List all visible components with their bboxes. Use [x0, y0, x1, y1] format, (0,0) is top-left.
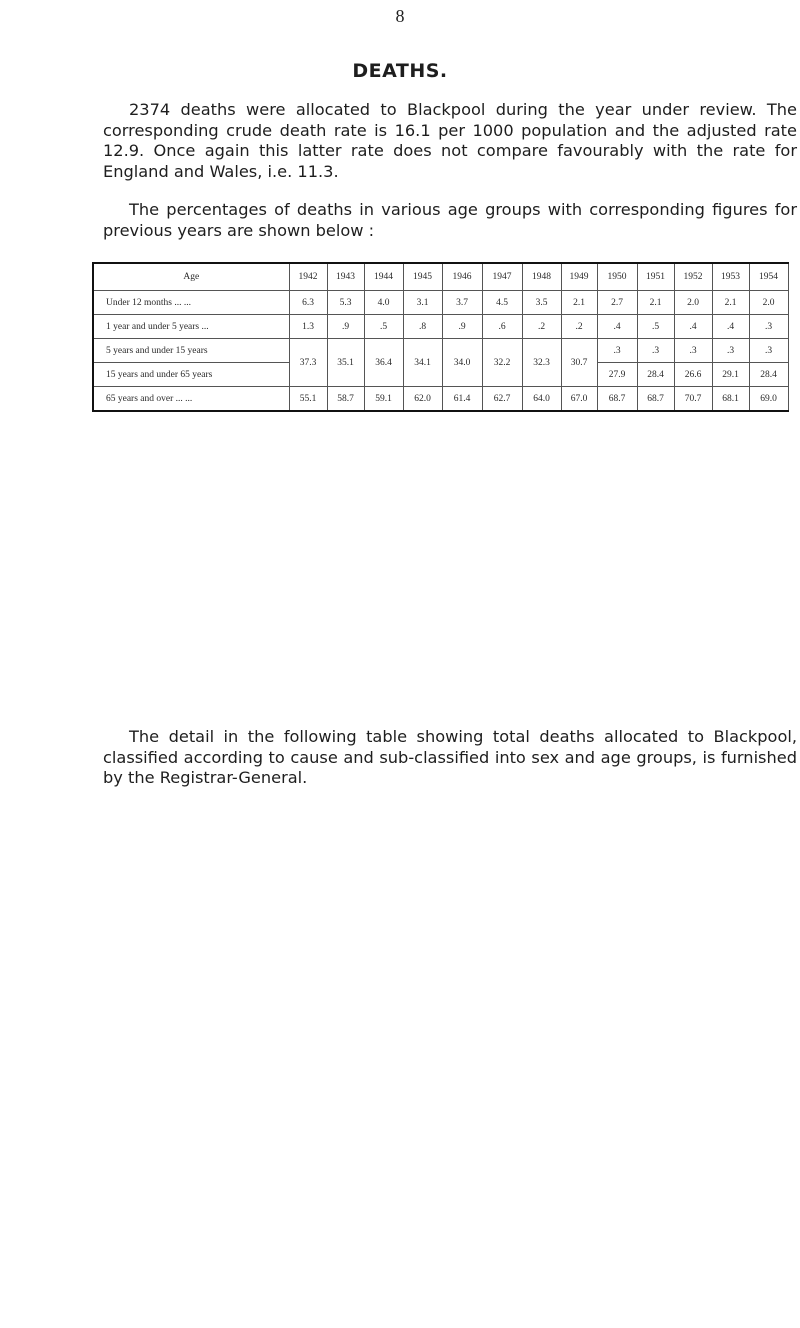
table-row: [93, 387, 788, 412]
merged-cell: 32.2: [482, 339, 522, 387]
table-row: [93, 291, 788, 315]
header-year: 1949: [561, 263, 597, 291]
table-cell: .3: [749, 315, 788, 339]
table-cell: 28.4: [637, 363, 674, 387]
table-cell: 4.5: [482, 291, 522, 315]
table-cell: 61.4: [442, 387, 482, 412]
detail-paragraph: The detail in the following table showing total deaths allocated to Blackpool, classified according to cause and sub-classified into sex and age groups, is furnished by the Registrar-General.: [103, 727, 797, 787]
row-label: Under 12 months ... ...: [93, 291, 289, 315]
table-cell: 67.0: [561, 387, 597, 412]
header-year: 1954: [749, 263, 788, 291]
table-cell: 59.1: [364, 387, 403, 412]
header-year: 1952: [674, 263, 712, 291]
table-cell: .4: [712, 315, 749, 339]
table-cell: 3.7: [442, 291, 482, 315]
merged-cell: 34.0: [442, 339, 482, 387]
age-groups-paragraph: The percentages of deaths in various age groups with corresponding figures for previous years are shown below :: [103, 200, 797, 240]
header-year: 1951: [637, 263, 674, 291]
intro-paragraph: 2374 deaths were allocated to Blackpool during the year under review. The corresponding crude death rate is 16.1 per 1000 population and the adjusted rate 12.9. Once again this latter rate does not compare favourably with the rate for England and Wales, i.e. 11.3.: [103, 100, 797, 181]
table-cell: 68.1: [712, 387, 749, 412]
header-year: 1945: [403, 263, 442, 291]
header-year: 1950: [597, 263, 637, 291]
table-cell: .2: [561, 315, 597, 339]
table-cell: 58.7: [327, 387, 364, 412]
table-cell: .4: [597, 315, 637, 339]
table-cell: .3: [637, 339, 674, 363]
merged-cell: 32.3: [522, 339, 561, 387]
table-cell: 68.7: [637, 387, 674, 412]
row-label: 15 years and under 65 years: [93, 363, 289, 387]
table-cell: 26.6: [674, 363, 712, 387]
table-cell: 2.1: [561, 291, 597, 315]
table-cell: .4: [674, 315, 712, 339]
table-cell: 29.1: [712, 363, 749, 387]
table-cell: .5: [364, 315, 403, 339]
table-cell: .3: [597, 339, 637, 363]
merged-cell: 34.1: [403, 339, 442, 387]
merged-cell: 37.3: [289, 339, 327, 387]
table-cell: .9: [442, 315, 482, 339]
table-cell: 3.1: [403, 291, 442, 315]
table-cell: 70.7: [674, 387, 712, 412]
table-cell: .2: [522, 315, 561, 339]
table-row: [93, 315, 788, 339]
table-cell: 64.0: [522, 387, 561, 412]
table-cell: 28.4: [749, 363, 788, 387]
table-cell: 2.7: [597, 291, 637, 315]
table-cell: 4.0: [364, 291, 403, 315]
table-header-row: [93, 263, 788, 291]
merged-cell: 36.4: [364, 339, 403, 387]
table-cell: 62.7: [482, 387, 522, 412]
table-cell: 69.0: [749, 387, 788, 412]
table-cell: 2.0: [674, 291, 712, 315]
age-group-deaths-table: [92, 262, 789, 412]
header-year: 1944: [364, 263, 403, 291]
table-cell: 3.5: [522, 291, 561, 315]
table-cell: .9: [327, 315, 364, 339]
row-label: 65 years and over ... ...: [93, 387, 289, 412]
page-number: 8: [395, 6, 405, 26]
table-cell: .8: [403, 315, 442, 339]
table-cell: .5: [637, 315, 674, 339]
table-cell: .3: [712, 339, 749, 363]
header-year: 1943: [327, 263, 364, 291]
merged-cell: 30.7: [561, 339, 597, 387]
table-cell: 1.3: [289, 315, 327, 339]
table-cell: 62.0: [403, 387, 442, 412]
row-label: 1 year and under 5 years ...: [93, 315, 289, 339]
table-cell: .3: [674, 339, 712, 363]
header-year: 1948: [522, 263, 561, 291]
table-cell: 2.1: [637, 291, 674, 315]
table-cell: 2.0: [749, 291, 788, 315]
header-year: 1942: [289, 263, 327, 291]
table-cell: 2.1: [712, 291, 749, 315]
table-cell: 27.9: [597, 363, 637, 387]
table-cell: .6: [482, 315, 522, 339]
row-label: 5 years and under 15 years: [93, 339, 289, 363]
header-year: 1946: [442, 263, 482, 291]
table-cell: .3: [749, 339, 788, 363]
table-cell: 68.7: [597, 387, 637, 412]
merged-cell: 35.1: [327, 339, 364, 387]
header-year: 1947: [482, 263, 522, 291]
table-cell: 5.3: [327, 291, 364, 315]
header-year: 1953: [712, 263, 749, 291]
table-cell: 6.3: [289, 291, 327, 315]
header-age: Age: [93, 263, 289, 291]
table-cell: 55.1: [289, 387, 327, 412]
table-row: [93, 339, 788, 363]
page-title: DEATHS.: [352, 60, 448, 82]
